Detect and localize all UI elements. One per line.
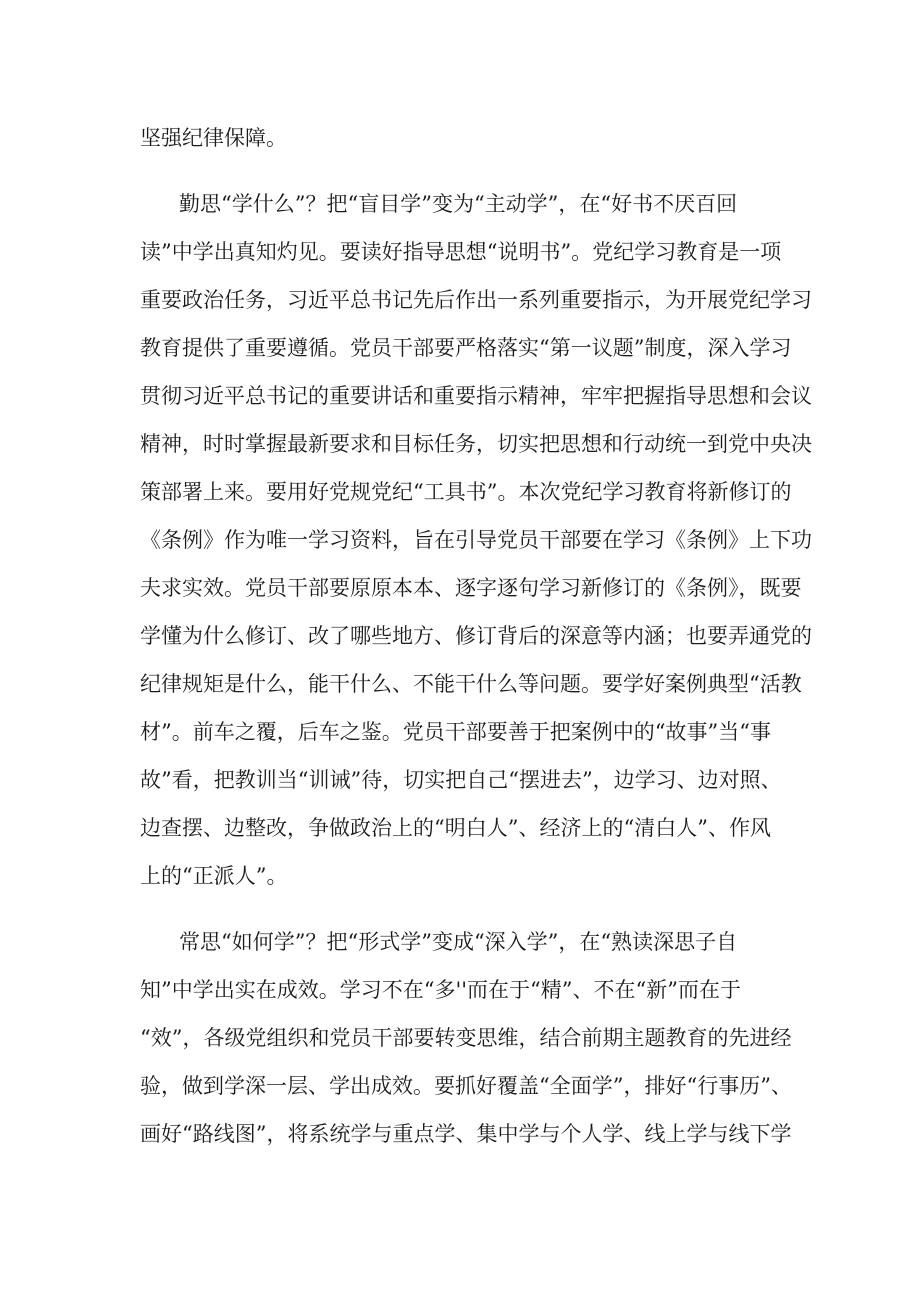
text-line: “效”，各级党组织和党员干部要转变思维，结合前期主题教育的先进经 bbox=[140, 1026, 792, 1050]
text-line: 画好“路线图”，将系统学与重点学、集中学与个人学、线上学与线下学 bbox=[140, 1122, 792, 1146]
text-line: 常思“如何学”？把“形式学”变成“深入学”，在“熟读深思子自 bbox=[179, 930, 738, 954]
text-line: 学懂为什么修订、改了哪些地方、修订背后的深意等内涵；也要弄通党的 bbox=[140, 624, 812, 648]
text-line: 读”中学出真知灼见。要读好指导思想“说明书”。党纪学习教育是一项 bbox=[140, 240, 782, 264]
text-line: 边查摆、边整改，争做政治上的“明白人”、经济上的“清白人”、作风 bbox=[140, 816, 771, 840]
text-line: 精神，时时掌握最新要求和目标任务，切实把思想和行动统一到党中央决 bbox=[140, 432, 812, 456]
text-line: 上的“正派人”。 bbox=[140, 864, 288, 888]
text-line: 重要政治任务，习近平总书记先后作出一系列重要指示，为开展党纪学习 bbox=[140, 288, 812, 312]
text-line: 教育提供了重要遵循。党员干部要严格落实“第一议题”制度，深入学习 bbox=[140, 336, 792, 360]
text-line: 策部署上来。要用好党规党纪“工具书”。本次党纪学习教育将新修订的 bbox=[140, 480, 792, 504]
text-line: 勤思“学什么”？把“盲目学”变为“主动学”，在“好书不厌百回 bbox=[179, 192, 738, 216]
text-line: 夫求实效。党员干部要原原本本、逐字逐句学习新修订的《条例》，既要 bbox=[140, 576, 802, 600]
text-line: 贯彻习近平总书记的重要讲话和重要指示精神，牢牢把握指导思想和会议 bbox=[140, 384, 812, 408]
text-line: 故”看，把教训当“训诫”待，切实把自己“摆进去”，边学习、边对照、 bbox=[140, 768, 782, 792]
text-line: 验，做到学深一层、学出成效。要抓好覆盖“全面学”，排好“行事历”、 bbox=[140, 1074, 792, 1098]
text-line: 知”中学出实在成效。学习不在“多''而在于“精”、不在“新”而在于 bbox=[140, 978, 741, 1002]
text-line: 纪律规矩是什么，能干什么、不能干什么等问题。要学好案例典型“活教 bbox=[140, 672, 802, 696]
text-line: 坚强纪律保障。 bbox=[140, 126, 287, 150]
text-line: 材”。前车之覆，后车之鉴。党员干部要善于把案例中的“故事”当“事 bbox=[140, 720, 771, 744]
text-line: 《条例》作为唯一学习资料，旨在引导党员干部要在学习《条例》上下功 bbox=[140, 528, 812, 552]
